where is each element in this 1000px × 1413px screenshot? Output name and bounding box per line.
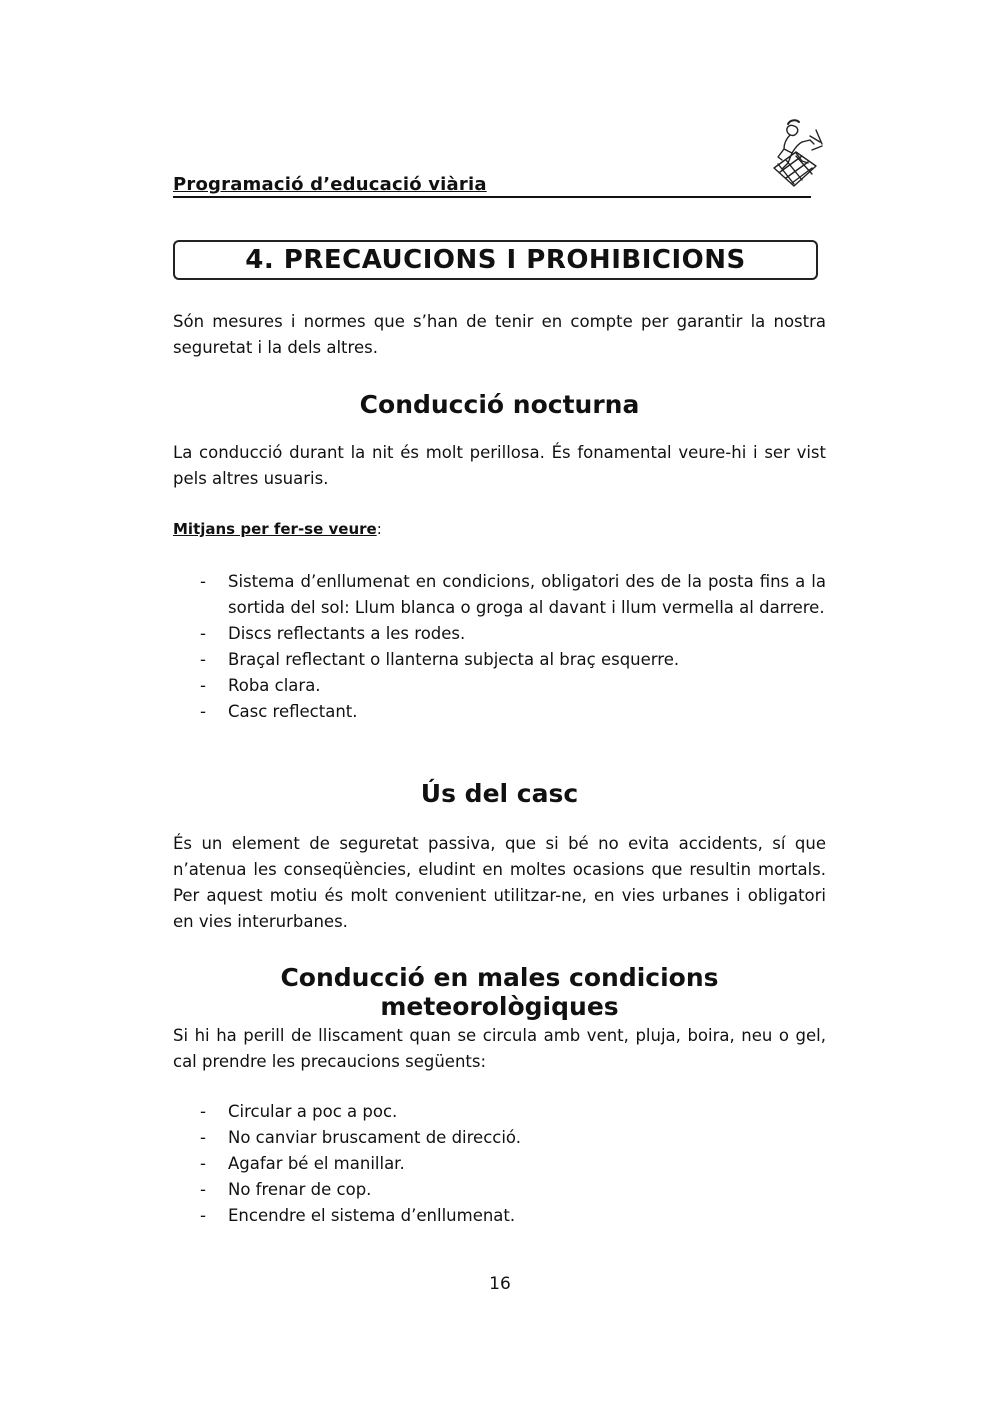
- weather-precautions-list: [200, 1099, 826, 1229]
- header-rule: [173, 196, 811, 198]
- list-item-text: Braçal reflectant o llanterna subjecta al braç esquerre.: [228, 650, 680, 669]
- list-item: [200, 647, 826, 673]
- list-item: [200, 673, 826, 699]
- means-label-text: Mitjans per fer-se veure: [173, 520, 377, 538]
- main-title: 4. PRECAUCIONS I PROHIBICIONS: [245, 245, 746, 275]
- list-item-text: No canviar bruscament de direcció.: [228, 1128, 521, 1147]
- list-dash: -: [200, 650, 206, 669]
- list-item-text: Discs reflectants a les rodes.: [228, 624, 466, 643]
- list-dash: -: [200, 1102, 206, 1121]
- list-item: [200, 1151, 826, 1177]
- main-title-box: [173, 240, 818, 280]
- night-means-list: [200, 569, 826, 725]
- list-dash: -: [200, 1180, 206, 1199]
- list-item: [200, 1177, 826, 1203]
- cyclist-figure-icon: [766, 116, 828, 194]
- list-dash: -: [200, 1154, 206, 1173]
- list-dash: -: [200, 572, 206, 591]
- list-item-text: No frenar de cop.: [228, 1180, 372, 1199]
- list-dash: -: [200, 676, 206, 695]
- list-dash: -: [200, 624, 206, 643]
- helmet-heading: Ús del casc: [420, 779, 579, 808]
- list-item: [200, 569, 826, 621]
- weather-heading: Conducció en males condicions meteorològiques: [280, 963, 719, 1021]
- list-item-text: Circular a poc a poc.: [228, 1102, 398, 1121]
- list-item: [200, 1125, 826, 1151]
- list-item-text: Encendre el sistema d’enllumenat.: [228, 1206, 516, 1225]
- list-dash: -: [200, 702, 206, 721]
- list-item: [200, 699, 826, 725]
- helmet-paragraph: És un element de seguretat passiva, que si bé no evita accidents, sí que n’atenua les conseqüències, eludint en moltes ocasions que resultin mortals. Per aquest motiu és molt convenient utilitzar-ne, en vies urbanes i obligatori en vies interurbanes.: [173, 834, 826, 931]
- list-dash: -: [200, 1128, 206, 1147]
- means-label-colon: :: [376, 520, 382, 538]
- list-item-text: Sistema d’enllumenat en condicions, obligatori des de la posta fins a la sortida del sol: Llum blanca o groga al davant i llum vermella al darrere.: [228, 572, 826, 617]
- means-label: [173, 520, 382, 538]
- list-item-text: Agafar bé el manillar.: [228, 1154, 405, 1173]
- list-item: [200, 1203, 826, 1229]
- list-item: [200, 621, 826, 647]
- list-item: [200, 1099, 826, 1125]
- intro-paragraph: Són mesures i normes que s’han de tenir en compte per garantir la nostra seguretat i la dels altres.: [173, 312, 826, 357]
- list-dash: -: [200, 1206, 206, 1225]
- page-number: 16: [489, 1274, 511, 1294]
- list-item-text: Casc reflectant.: [228, 702, 358, 721]
- night-paragraph: La conducció durant la nit és molt perillosa. És fonamental veure-hi i ser vist pels altres usuaris.: [173, 443, 826, 488]
- night-heading: Conducció nocturna: [359, 390, 640, 419]
- weather-paragraph: Si hi ha perill de lliscament quan se circula amb vent, pluja, boira, neu o gel, cal prendre les precaucions següents:: [173, 1026, 826, 1071]
- list-item-text: Roba clara.: [228, 676, 321, 695]
- header-title: Programació d’educació viària: [173, 174, 487, 195]
